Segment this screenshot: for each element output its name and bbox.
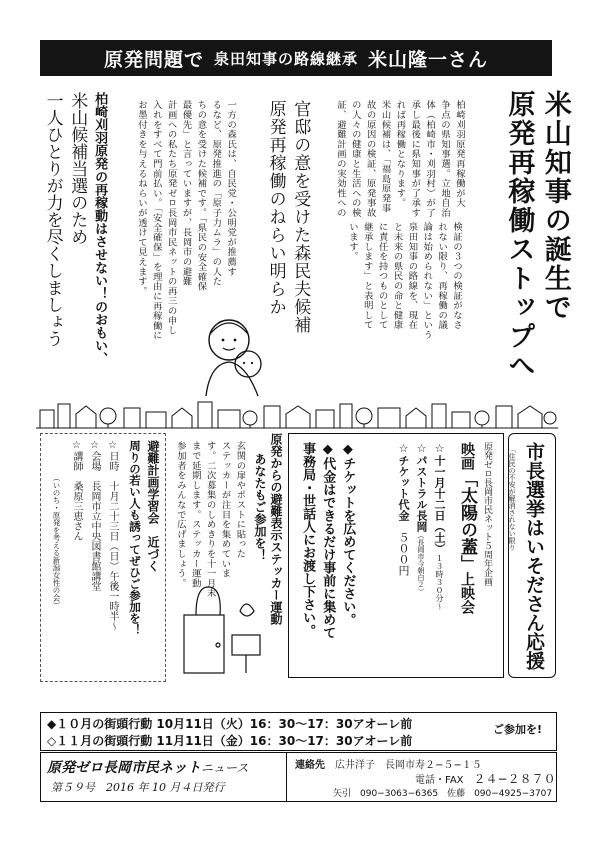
- movie-box-date: ☆十一月十二日（土）１３時３０分〜: [433, 442, 446, 610]
- banner-part1: 原発問題で: [103, 48, 204, 71]
- slogan-line2: 米山候補当選のため: [67, 92, 88, 245]
- issue-info: 第５９号 2016 年 10 月４日発行: [51, 781, 225, 794]
- study-subtitle: 周りの若い人も誘ってぜひご参加を！: [128, 440, 142, 636]
- banner-part2: 泉田知事の路線継承: [213, 49, 358, 68]
- town-skyline-illustration: [36, 398, 558, 430]
- study-lecturer-note: （いのち・原発を考える新潟女性の会）: [52, 474, 61, 609]
- slogan: [40, 92, 108, 397]
- house-sticker-illustration: [178, 581, 270, 677]
- mother-child-illustration: [196, 306, 276, 398]
- events-cta: ご参加を!: [493, 723, 543, 736]
- mayor-box-title: 市長選挙はいそださん応援: [523, 442, 545, 670]
- intro-text-lower: 検証の３つの検証がなさ れない限り、再稼働の議 論は始められない」という 泉田知事の路線を、現在 と未来の県民の命と健康 に責任を持つものとして 継承します」と表明して います。: [346, 222, 462, 340]
- subhead-line1: 官邸の意を受けた森民夫候補: [290, 100, 311, 334]
- subhead-body: 一方の森氏は、自民党・公明党が推薦す るなど、原発推進の「原子力ムラ」の人た ちの意を受けた候補です。「県民の安全確保 最優先」と言っていますが、長岡市の避難 計画への私たち原発ゼロ長岡市民ネットの再三の申し 入れをすべて門前払い。「安全確保」を理由に再稼働に お墨付きを与えるねらいが透けて見えます。: [135, 100, 237, 341]
- event-november: ◇１１月の街頭行動 11月11日（金）16：30〜17：30アオーレ前: [47, 734, 413, 748]
- movie-box-place: ☆パストラル長岡（長岡市今朝白２）: [415, 442, 428, 595]
- street-action-events: [40, 712, 557, 751]
- movie-box-ticket: ☆チケット代金 ５００円: [397, 442, 410, 576]
- main-headline: [500, 90, 573, 400]
- movie-screening-box: [288, 433, 504, 678]
- phone-line: 電話・FAX ２４−２８７０: [415, 772, 556, 786]
- headline-line2: 原発再稼働ストップへ: [503, 90, 535, 380]
- headline-line1: 米山知事の誕生で: [539, 90, 571, 322]
- mayor-election-box: [508, 433, 556, 678]
- movie-box-title: 映画「太陽の蓋」上映会: [457, 442, 477, 614]
- banner-part3: 米山隆一さん: [368, 48, 489, 71]
- study-lecturer: ☆講師 桑原三恵さん: [71, 440, 82, 541]
- sticker-title: 原発からの避難表示ステッカー運動: [269, 433, 283, 625]
- subhead-line2: 原発再稼働のねらい明らか: [265, 100, 286, 316]
- contact-phones: 矢引 090−3063−6365 佐藤 090−4925−3707: [333, 789, 553, 799]
- study-venue: ☆会場 長岡市立中央図書館講堂: [89, 440, 100, 591]
- study-title: 避難計画学習会 近づく: [146, 440, 160, 572]
- footer-divider: [286, 753, 287, 801]
- newsletter-footer: [40, 752, 557, 802]
- study-date: ☆日時 十月二十三日（日）午後一時半〜: [107, 440, 118, 631]
- evacuation-study-box: [40, 433, 166, 682]
- slogan-line3: 一人ひとりが力を尽くしましょう: [42, 92, 63, 347]
- slogan-line1: 柏崎刈羽原発の再稼動はさせない！のおもい、: [92, 92, 108, 365]
- sticker-campaign: [168, 433, 286, 703]
- newsletter-name: 原発ゼロ長岡市民ネットニュース: [47, 760, 249, 776]
- event-october: ◆１０月の街頭行動 10月11日（火）16：30〜17：30アオーレ前: [47, 717, 413, 731]
- mayor-box-caption: 「住民の不安が解消されない限り: [508, 446, 517, 551]
- contact-line: 連絡先 広井洋子 長岡市寿２−５−１５: [295, 760, 482, 771]
- movie-box-notes: ◆チケットを広めてください。 ◆代金はできるだけ事前に集めて 事務局・世話人にお渡し下さい。: [300, 442, 356, 639]
- sticker-body: 玄関の扉やポストに貼った ステッカーが注目を集めていま す。二次募集のしめきりを十一月末 まで延期します。ステッカー運動 参加者をみんなで広げましょう。: [174, 441, 246, 598]
- intro-text-upper: 柏崎刈羽原発再稼働が大 争点の県知事選。立地自治 体（柏崎市・刈羽村）が了 承し最後に県知事が了承す れば再稼働となります。 米山候補は、「福島原発事 故の原因の検証、原発事故 の人々の健康と生活への検 証、避難計画の実効性への: [334, 100, 465, 218]
- sticker-subtitle: あなたもご参加を！: [253, 453, 267, 561]
- masthead-banner: [40, 40, 552, 76]
- movie-box-org: 原発ゼロ長岡市民ネット５周年企画: [482, 442, 492, 586]
